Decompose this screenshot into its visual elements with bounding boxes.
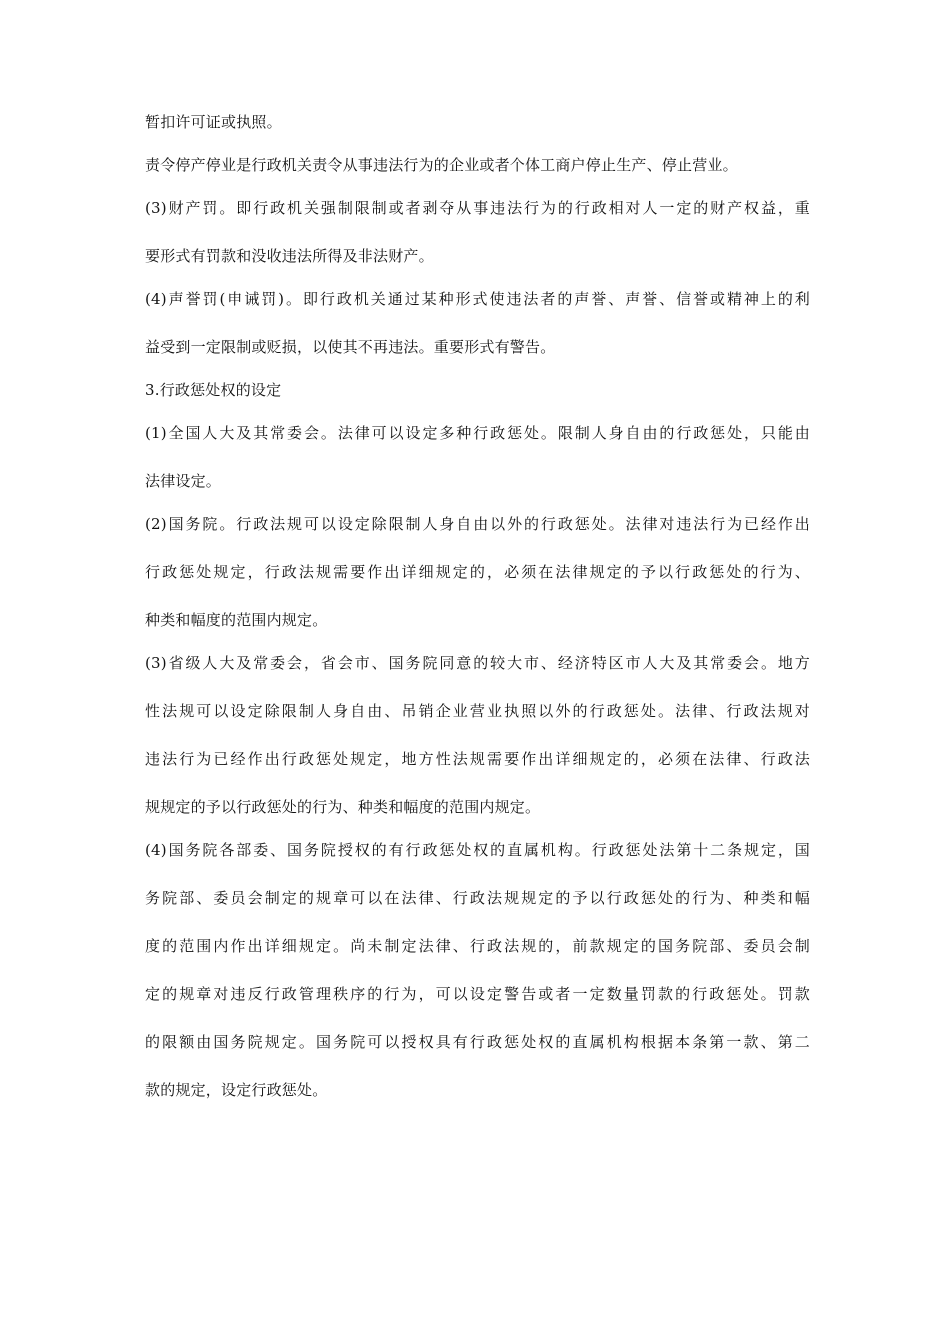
- text-line: (1)全国人大及其常委会。法律可以设定多种行政惩处。限制人身自由的行政惩处，只能由: [145, 424, 810, 442]
- text-line: 的限额由国务院规定。国务院可以授权具有行政惩处权的直属机构根据本条第一款、第二: [145, 1033, 810, 1051]
- text-line: 要形式有罚款和没收违法所得及非法财产。: [145, 247, 434, 265]
- text-line: 益受到一定限制或贬损，以使其不再违法。重要形式有警告。: [145, 338, 556, 356]
- text-line: (3)财产罚。即行政机关强制限制或者剥夺从事违法行为的行政相对人一定的财产权益，重: [145, 199, 810, 217]
- text-line: 责令停产停业是行政机关责令从事违法行为的企业或者个体工商户停止生产、停止营业。: [145, 156, 738, 174]
- text-line: 务院部、委员会制定的规章可以在法律、行政法规规定的予以行政惩处的行为、种类和幅: [145, 889, 810, 907]
- text-line: 度的范围内作出详细规定。尚未制定法律、行政法规的，前款规定的国务院部、委员会制: [145, 937, 810, 955]
- text-line: 定的规章对违反行政管理秩序的行为，可以设定警告或者一定数量罚款的行政惩处。罚款: [145, 985, 810, 1003]
- text-line: 违法行为已经作出行政惩处规定，地方性法规需要作出详细规定的，必须在法律、行政法: [145, 750, 810, 768]
- text-line: 暂扣许可证或执照。: [145, 113, 282, 131]
- text-line: 法律设定。: [145, 472, 222, 490]
- text-line: 性法规可以设定除限制人身自由、吊销企业营业执照以外的行政惩处。法律、行政法规对: [145, 702, 810, 720]
- text-line: 行政惩处规定，行政法规需要作出详细规定的，必须在法律规定的予以行政惩处的行为、: [145, 563, 810, 581]
- text-line: (4)声誉罚(申诫罚)。即行政机关通过某种形式使违法者的声誉、声誉、信誉或精神上的利: [145, 290, 810, 308]
- text-line: 规规定的予以行政惩处的行为、种类和幅度的范围内规定。: [145, 798, 541, 816]
- text-line: 种类和幅度的范围内规定。: [145, 611, 328, 629]
- text-line: (4)国务院各部委、国务院授权的有行政惩处权的直属机构。行政惩处法第十二条规定，国: [145, 841, 810, 859]
- section-heading: 3.行政惩处权的设定: [145, 381, 282, 399]
- text-line: (2)国务院。行政法规可以设定除限制人身自由以外的行政惩处。法律对违法行为已经作出: [145, 515, 810, 533]
- document-body: [145, 112, 810, 1100]
- text-line: (3)省级人大及常委会，省会市、国务院同意的较大市、经济特区市人大及其常委会。地方: [145, 654, 810, 672]
- text-line: 款的规定，设定行政惩处。: [145, 1081, 328, 1099]
